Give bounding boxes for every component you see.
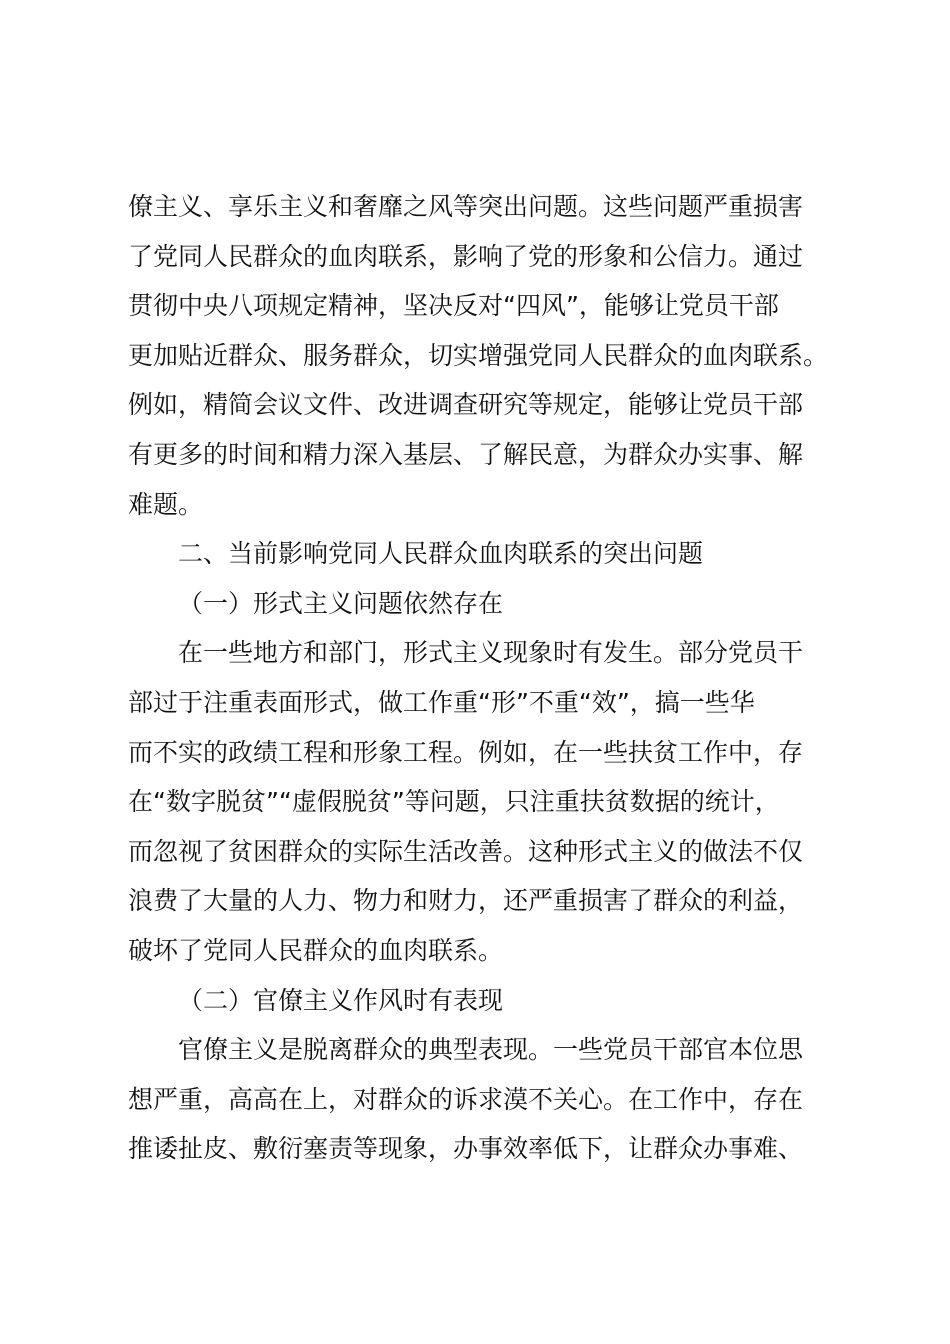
subsection-heading: （一）形式主义问题依然存在 — [178, 588, 504, 618]
text-line: 而不实的政绩工程和形象工程。例如，在一些扶贫工作中，存 — [128, 737, 804, 767]
text-line: 推诿扯皮、敷衍塞责等现象，办事效率低下，让群众办事难、 — [128, 1134, 804, 1164]
text-line: 更加贴近群众、服务群众，切实增强党同人民群众的血肉联系。 — [128, 340, 829, 370]
text-line: 而忽视了贫困群众的实际生活改善。这种形式主义的做法不仅 — [128, 836, 804, 866]
text-line: 破坏了党同人民群众的血肉联系。 — [128, 935, 504, 965]
text-line: 在一些地方和部门，形式主义现象时有发生。部分党员干 — [178, 638, 804, 668]
text-line: 想严重，高高在上，对群众的诉求漠不关心。在工作中，存在 — [128, 1084, 804, 1114]
text-line: 例如，精简会议文件、改进调查研究等规定，能够让党员干部 — [128, 390, 804, 420]
text-line: 官僚主义是脱离群众的典型表现。一些党员干部官本位思 — [178, 1035, 804, 1065]
text-line: 部过于注重表面形式，做工作重“形”不重“效”，搞一些华 — [128, 687, 755, 717]
section-heading: 二、当前影响党同人民群众血肉联系的突出问题 — [178, 539, 704, 569]
text-line: 有更多的时间和精力深入基层、了解民意，为群众办实事、解 — [128, 439, 804, 469]
subsection-heading: （二）官僚主义作风时有表现 — [178, 985, 504, 1015]
text-line: 浪费了大量的人力、物力和财力，还严重损害了群众的利益， — [128, 886, 804, 916]
text-line: 了党同人民群众的血肉联系，影响了党的形象和公信力。通过 — [128, 241, 804, 271]
body-text — [128, 182, 858, 1174]
text-line: 难题。 — [128, 489, 204, 519]
text-line: 在“数字脱贫”“虚假脱贫”等问题，只注重扶贫数据的统计， — [128, 787, 780, 817]
text-line: 僚主义、享乐主义和奢靡之风等突出问题。这些问题严重损害 — [128, 192, 804, 221]
text-line: 贯彻中央八项规定精神，坚决反对“四风”，能够让党员干部 — [128, 291, 779, 321]
